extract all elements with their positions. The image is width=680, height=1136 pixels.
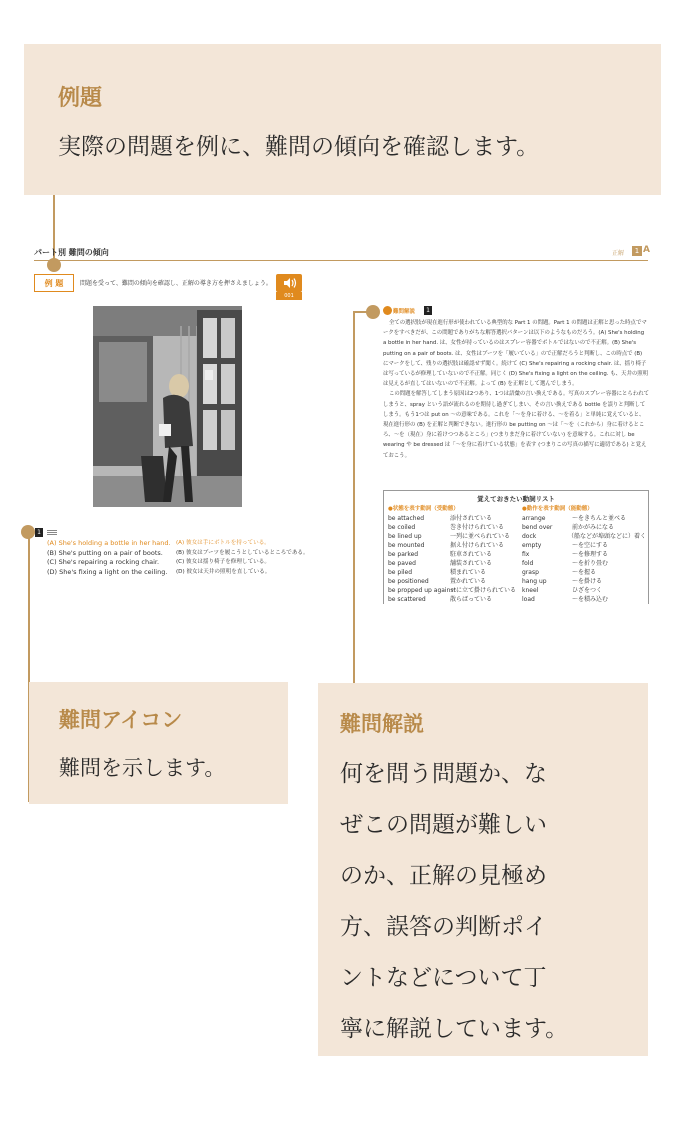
page-header-right-badge: 1 — [632, 246, 642, 256]
vocab-term: be coiled — [388, 524, 416, 531]
choice-ja: (A) 彼女は手にボトルを持っている。 — [176, 540, 270, 546]
vocab-meaning: 添付されている — [450, 515, 493, 522]
vocab-row — [522, 577, 646, 586]
vocab-term: be paved — [388, 560, 416, 567]
vocab-term: be piled — [388, 569, 413, 576]
page-header-right-letter: A — [643, 245, 650, 255]
vocab-meaning: 据え付けられている — [450, 542, 505, 549]
flag-icon — [47, 530, 57, 536]
example-instruction: 問題を受って、難問の傾向を確認し、正解の導き方を押さえましょう。 — [80, 280, 272, 287]
page-header-rule — [34, 260, 648, 261]
choices-en — [47, 539, 172, 577]
vocab-right-list — [522, 514, 646, 604]
explanation-icon — [383, 306, 392, 315]
question-number: 1 — [35, 528, 43, 537]
vocab-box — [383, 490, 649, 604]
vocab-row — [388, 514, 514, 523]
right-callout-line: のか、正解の見極め — [340, 863, 547, 889]
choice-en: (A) She's holding a bottle in her hand. — [47, 539, 171, 547]
right-callout-title: 難問解説 — [340, 712, 424, 736]
vocab-row — [388, 532, 514, 541]
vocab-right-heading: ●動作を表す動詞（能動態） — [522, 506, 593, 512]
page-header-right-small: 正解 — [612, 250, 625, 257]
vocab-meaning: 積まれている — [450, 569, 487, 576]
vocab-term: be scattered — [388, 596, 426, 603]
vocab-row — [522, 568, 646, 577]
choice-ja: (D) 彼女は天井の照明を直している。 — [176, 568, 271, 575]
vocab-meaning: 前かがみになる — [572, 524, 615, 531]
vocab-term: be mounted — [388, 542, 425, 549]
vocab-row — [522, 586, 646, 595]
vocab-term: dock — [522, 533, 537, 540]
vocab-term: be attached — [388, 515, 425, 522]
top-callout-title: 例題 — [58, 86, 103, 111]
vocab-title: 覚えておきたい動詞リスト — [477, 495, 555, 503]
left-callout-body: 難問を示します。 — [59, 756, 226, 780]
question-photo — [93, 306, 242, 507]
explanation-paragraph: 全ての選択肢が現在進行形が使われている典型的な Part 1 の問題。Part 1 の問題は正解と思った時点でマークをすべきだが、この問題でありがちな解答選択パターンは以下のようなものだろう。(A) She's holding a bottle in her hand. は、女性が持っているのはスプレー容器でボトルではないので不正解。(B) She's putting on a pair of boots. は、女性はブーツを「履いている」ので正解だろうと判断し、この時点で (B) にマークをして、残りの選択肢は確認せず聞く。続けて (C) She's repairing a rocking chair. は、揺り椅子は写っているが修理していないので不正解。同じく (D) She's fixing a light on the ceiling. も、天井の照明は見えるが直してはいないので不正解。よって (B) を正解として選んでしまう。 — [383, 320, 649, 388]
vocab-term: be positioned — [388, 578, 429, 585]
vocab-meaning: 置かれている — [450, 578, 487, 585]
vocab-term: empty — [522, 542, 542, 549]
vocab-row — [388, 568, 514, 577]
vocab-row — [522, 595, 646, 604]
vocab-term: fix — [522, 551, 530, 558]
left-callout — [29, 682, 288, 804]
vocab-row — [522, 532, 646, 541]
vocab-meaning: 〜を折り畳む — [572, 560, 609, 567]
vocab-term: grasp — [522, 569, 539, 576]
right-callout-line: 寧に解説しています。 — [340, 1016, 569, 1042]
vocab-row — [388, 541, 514, 550]
page-header-left: パート別 難問の傾向 — [34, 248, 109, 257]
vocab-row — [522, 550, 646, 559]
vocab-meaning: 〜を修理する — [572, 551, 609, 558]
right-callout-line: 方、誤答の判断ポイ — [340, 914, 547, 940]
vocab-meaning: 〜を掛ける — [572, 578, 603, 585]
audio-number: 001 — [276, 292, 302, 300]
explanation-tag: 難問解説 — [393, 309, 416, 315]
vocab-term: kneel — [522, 587, 539, 594]
vocab-row — [388, 577, 514, 586]
example-tag: 例 題 — [34, 274, 74, 292]
top-callout-body: 実際の問題を例に、難問の傾向を確認します。 — [58, 134, 540, 160]
choice-ja: (B) 彼女はブーツを履こうとしているところである。 — [176, 549, 309, 556]
vocab-term: be propped up against — [388, 587, 456, 594]
vocab-row — [388, 559, 514, 568]
vocab-row — [388, 523, 514, 532]
vocab-row — [388, 550, 514, 559]
explanation-paragraph: この問題を解答してしまう原因は2つあり、1つは語彙の言い換えである。写真のスプレー容器にとらわれてしまうと、spray という語が流れるのを期待し過ぎてしまい、その言い換えである bottle を誤りと判断してしまう。もう1つは put on 〜の意味である。これを「〜を身に着ける、〜を着る」と単純に覚えていると、現在進行形の (B) を正解と判断できない。進行形の be putting on 〜は「〜を（これから）身に着けるところ、〜を（現在）身に着けつつあるところ」(つまりまだ身に着けていない) を意味する。これに対し be wearing や be dressed は「〜を身に着けている状態」を表す (つまりこの写真の描写に適切である) と覚えておこう。 — [383, 391, 650, 459]
left-callout-title: 難問アイコン — [59, 708, 183, 732]
speaker-icon — [276, 274, 302, 292]
vocab-term: load — [522, 596, 535, 603]
choice-ja: (C) 彼女は揺り椅子を修理している。 — [176, 559, 270, 565]
explanation-text — [383, 318, 650, 459]
right-callout-line: 何を問う問題か、な — [340, 761, 547, 787]
choice-en: (C) She's repairing a rocking chair. — [47, 558, 160, 566]
vocab-meaning: 駐車されている — [450, 551, 493, 558]
vocab-row — [522, 514, 646, 523]
right-callout-line: ントなどについて丁 — [340, 965, 547, 991]
difficulty-icon — [22, 527, 32, 537]
vocab-term: hang up — [522, 578, 547, 585]
vocab-meaning: 舗装されている — [450, 560, 493, 567]
explanation-number: 1 — [424, 306, 432, 315]
choice-en: (B) She's putting on a pair of boots. — [47, 548, 163, 557]
vocab-meaning: （船などが埠頭などに）着く — [567, 533, 646, 540]
vocab-left-list — [388, 514, 517, 604]
vocab-meaning: 〜を握る — [572, 569, 597, 576]
vocab-meaning: 散らばっている — [450, 596, 493, 603]
vocab-term: fold — [522, 560, 534, 567]
vocab-meaning: 〜に立て掛けられている — [450, 587, 517, 594]
vocab-row — [388, 586, 517, 595]
choices-ja — [176, 539, 326, 577]
vocab-row — [388, 595, 514, 604]
vocab-term: be lined up — [388, 533, 422, 540]
audio-button[interactable] — [276, 274, 302, 292]
vocab-meaning: 一列に並べられている — [450, 533, 511, 540]
vocab-row — [522, 559, 646, 568]
vocab-meaning: 〜を積み込む — [572, 596, 609, 603]
vocab-left-heading: ●状態を表す動詞（受動態） — [388, 506, 459, 512]
vocab-row — [522, 541, 646, 550]
vocab-term: bend over — [522, 524, 553, 531]
vocab-meaning: 〜をきちんと並べる — [572, 515, 627, 522]
choice-en: (D) She's fixing a light on the ceiling. — [47, 567, 168, 576]
vocab-term: arrange — [522, 515, 546, 522]
vocab-meaning: 巻き付けられている — [450, 524, 505, 531]
vocab-row — [522, 523, 646, 532]
right-callout-body — [340, 749, 568, 1055]
vocab-term: be parked — [388, 551, 419, 558]
right-callout — [318, 683, 648, 1056]
right-callout-line: ぜこの問題が難しい — [340, 812, 547, 838]
vocab-meaning: 〜を空にする — [572, 542, 609, 549]
vocab-meaning: ひざをつく — [572, 587, 603, 594]
